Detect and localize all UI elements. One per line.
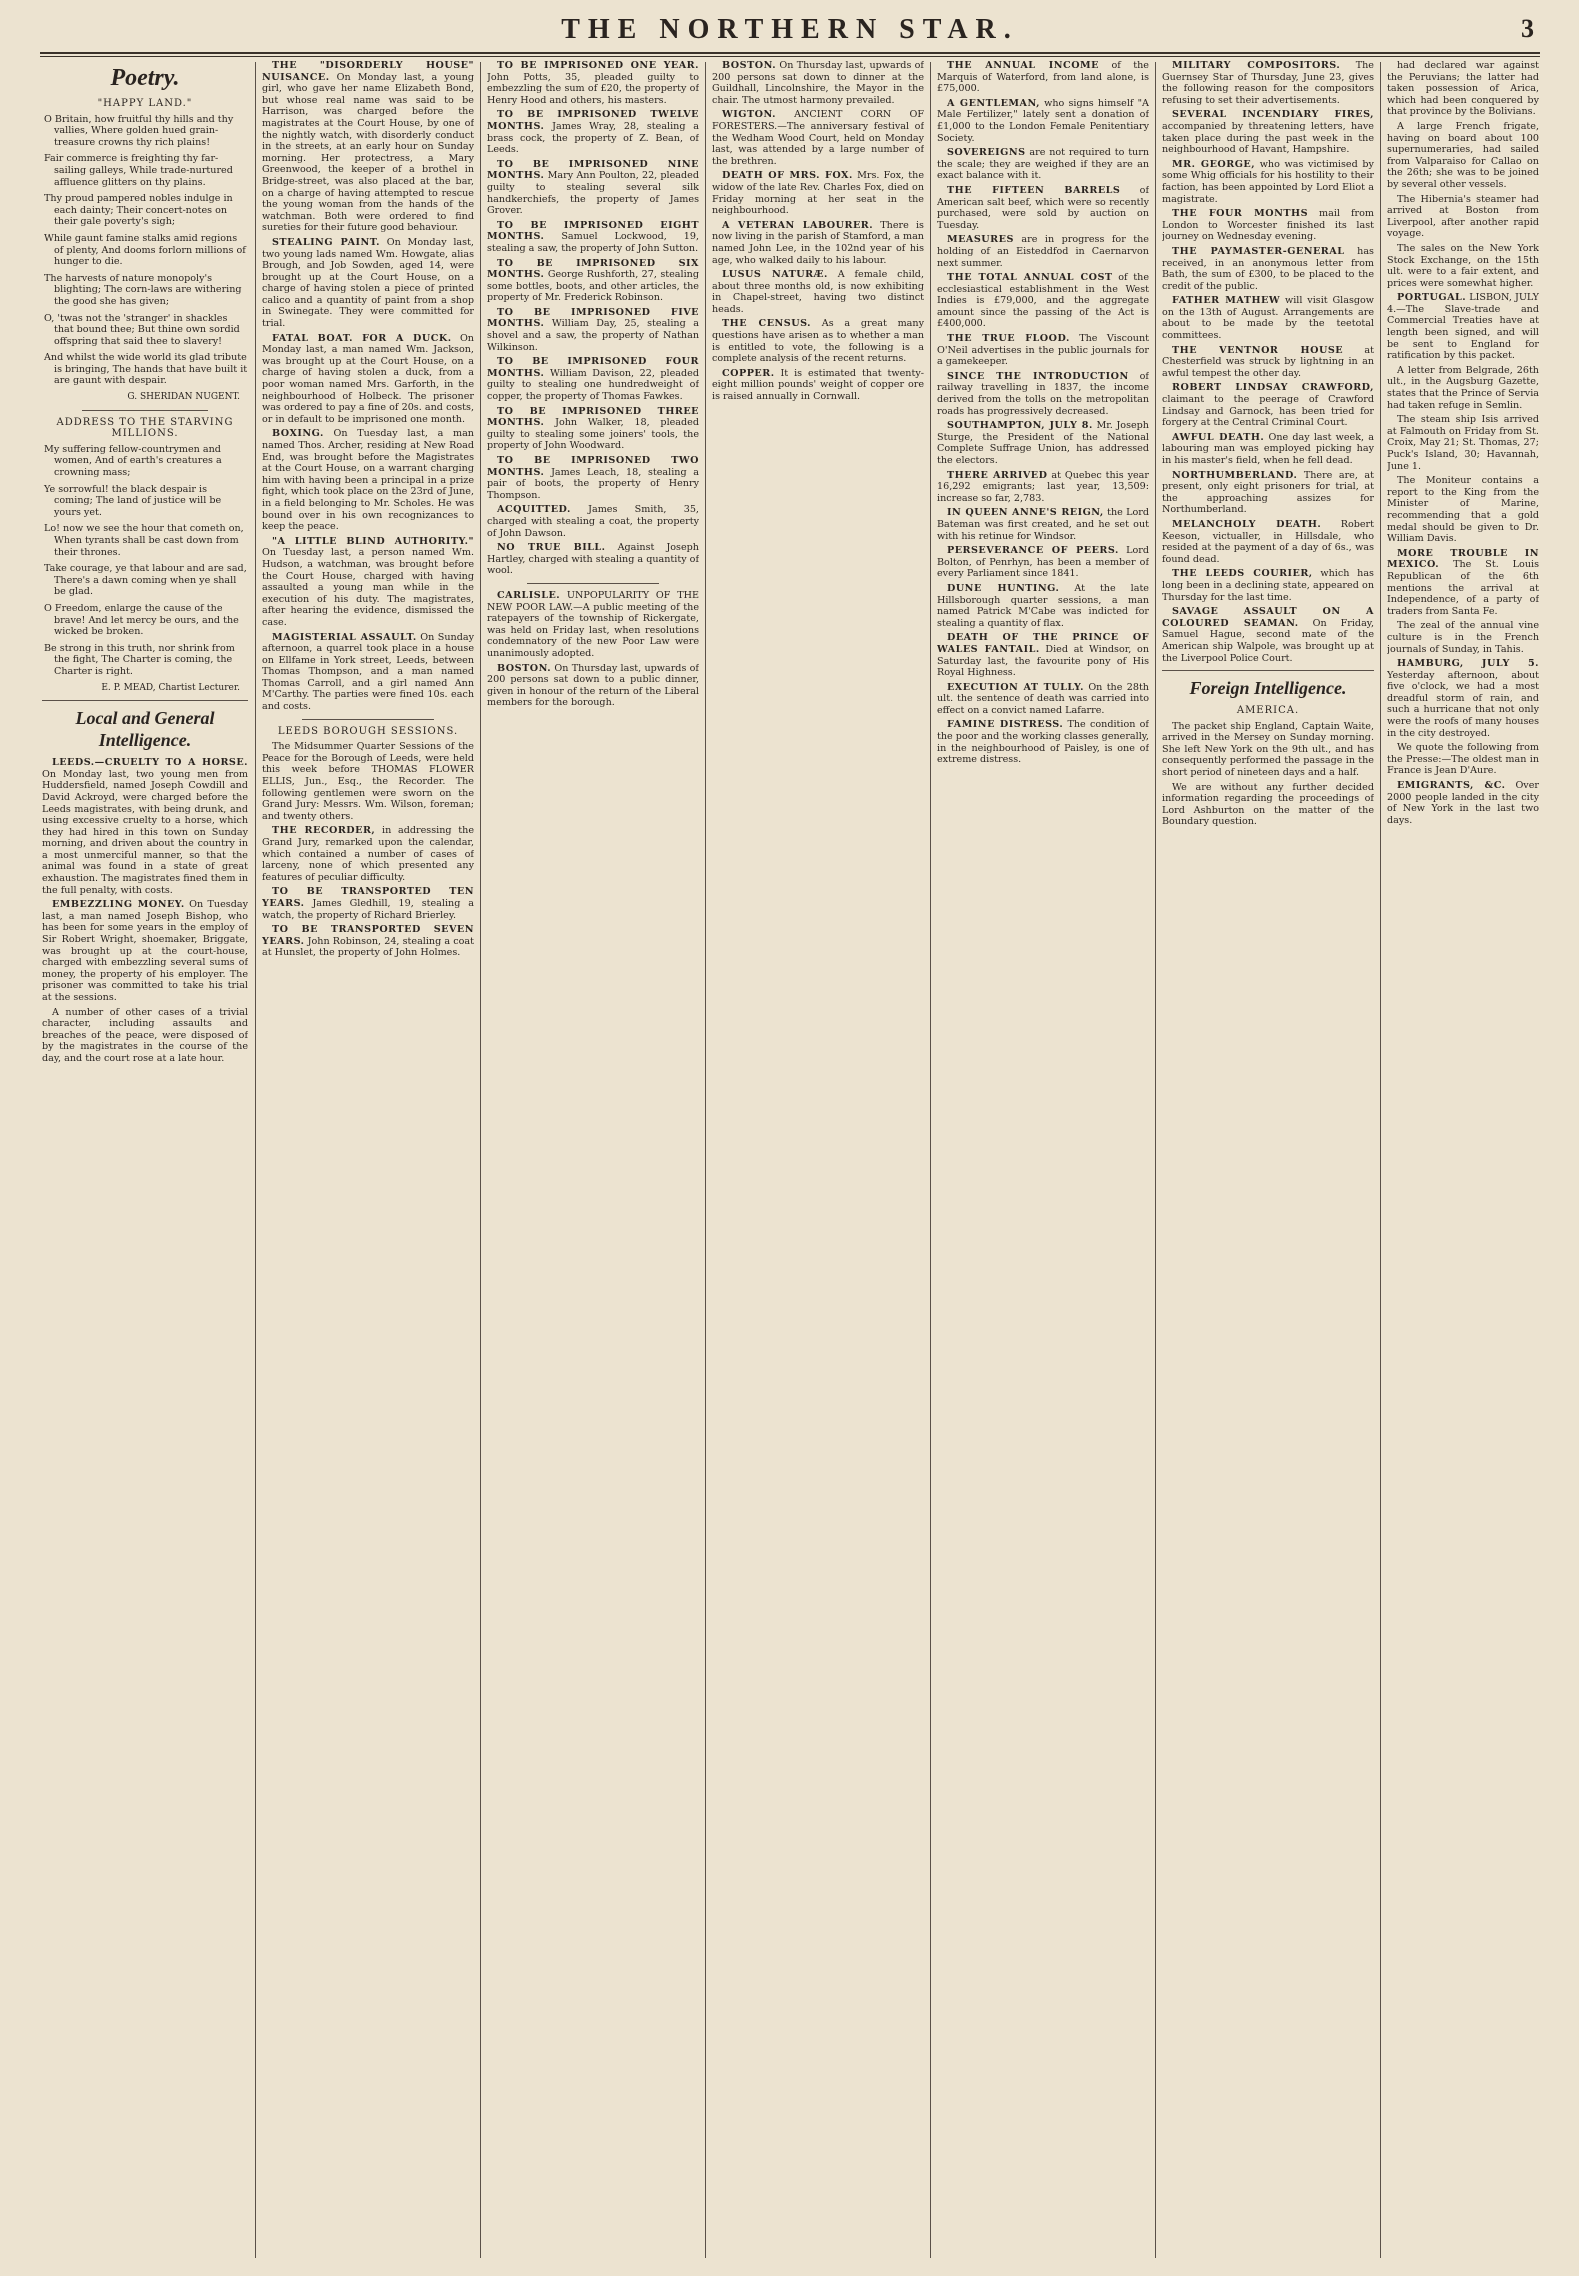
- article: [1162, 606, 1374, 664]
- article-text: Over 2000 people landed in the city of New York in the last two days.: [1387, 780, 1539, 826]
- article-text: On Thursday last, upwards of 200 persons sat down to a public dinner, given in honour of the return of the Liberal members for the borough.: [487, 662, 699, 709]
- article-text: A female child, about three months old, is now exhibiting in Chapel-street, having two distinct heads.: [712, 269, 924, 315]
- article-text: The Hibernia's steamer had arrived at Boston from Liverpool, after another rapid voyage.: [1387, 193, 1539, 240]
- article-lead: SOVEREIGNS: [947, 147, 1026, 159]
- article-text: One day last week, a labouring man was employed picking hay in his master's field, when he fell dead.: [1162, 431, 1374, 466]
- article-text: will visit Glasgow on the 13th of August. Arrangements are about to be made by the teetotal committees.: [1162, 295, 1374, 342]
- article-lead: TO BE IMPRISONED ONE YEAR.: [497, 60, 699, 71]
- local-heading: Local and General Intelligence.: [75, 708, 215, 751]
- article-text: On Thursday last, upwards of 200 persons sat down to dinner at the Guildhall, Lincolnshire, the Mayor in the chair. The utmost harmony prevailed.: [712, 60, 924, 106]
- foreign-subheading: AMERICA.: [1236, 705, 1300, 717]
- article-text: On the 28th ult. the sentence of death was carried into effect on a convict named Lafarre.: [937, 681, 1149, 716]
- article: [262, 825, 474, 883]
- article-text: As a great many questions have arisen as to whether a man is entitled to vote, the following is a complete analysis of the recent returns.: [712, 318, 924, 365]
- article-lead: SINCE THE INTRODUCTION: [947, 370, 1129, 382]
- article-lead: IN QUEEN ANNE'S REIGN,: [947, 507, 1104, 519]
- article: [487, 455, 699, 501]
- article-lead: THE VENTNOR HOUSE: [1172, 344, 1344, 356]
- article-lead: MR. GEORGE,: [1172, 158, 1256, 170]
- article: [1387, 414, 1539, 472]
- column-7: [1387, 60, 1539, 2260]
- article: [262, 60, 474, 234]
- poem-stanza: Fair commerce is freighting thy far-sailing galleys, While trade-nurtured affluence glitters on thy plains.: [44, 153, 233, 188]
- column-rule: [480, 62, 481, 2258]
- article: [262, 741, 474, 822]
- article: [487, 590, 699, 660]
- article-text: On Monday last, two young lads named Wm. Howgate, alias Brough, and Job Sowden, aged 14, were brought up at the Court House, on a charge of having stolen a piece of printed calico and a quantity of paint from a shop in Swinegate. They were committed for trial.: [262, 236, 474, 330]
- poem-stanza: Take courage, ye that labour and are sad, There's a dawn coming when ye shall be glad.: [44, 563, 247, 598]
- article-text: UNPOPULARITY OF THE NEW POOR LAW.—A public meeting of the ratepayers of the township of Rickergate, was held on Friday last, when resolutions condemnatory of the new Poor Law were unanimously adopted.: [487, 589, 699, 659]
- article-text: A letter from Belgrade, 26th ult., in the Augsburg Gazette, states that the Prince of Servia had taken refuge in Semlin.: [1387, 364, 1539, 411]
- article-lead: THE PAYMASTER-GENERAL: [1172, 245, 1345, 257]
- article-text: The sales on the New York Stock Exchange, on the 15th ult. were to a fair extent, and prices were somewhat higher.: [1387, 242, 1539, 289]
- column-4: [712, 60, 924, 2260]
- article: [1162, 721, 1374, 779]
- article: [262, 333, 474, 426]
- article-lead: BOXING.: [272, 428, 324, 440]
- article-text: John Potts, 35, pleaded guilty to embezzling the sum of £20, the property of Henry Hood and others, his masters.: [487, 71, 699, 106]
- article: [1387, 365, 1539, 411]
- article-text: of the ecclesiastical establishment in the West Indies is £79,000, and the aggregate amount since the passing of the Act is £400,000.: [937, 272, 1149, 330]
- article-text: On Tuesday last, a person named Wm. Hudson, a watchman, was brought before the Court House, charged with having assaulted a young man while in the execution of his duty. The magistrates, after hearing the evidence, dismissed the case.: [262, 547, 474, 628]
- article-lead: THE CENSUS.: [722, 318, 811, 330]
- sessions-heading: LEEDS BOROUGH SESSIONS.: [277, 725, 459, 737]
- article-text: A large French frigate, having on board about 100 supernumeraries, had sailed from Valparaiso for Callao on the 26th; she was to be joined by several other vessels.: [1387, 120, 1539, 190]
- article: [262, 924, 474, 959]
- article: [1387, 475, 1539, 545]
- poem-stanza: Lo! now we see the hour that cometh on, When tyrants shall be cast down from their thrones.: [44, 523, 244, 558]
- article-text: of the Marquis of Waterford, from land alone, is £75,000.: [937, 60, 1149, 95]
- article-text: On Monday last, a young girl, who gave her name Elizabeth Bond, but whose real name was said to be Harrison, was charged before the magistrates at the Court House, by one of the nightly watch, with disorderly conduct in the streets, at an early hour on Sunday morning. Her protectress, a Mary Greenwood, the keeper of a brothel in Bridge-street, was also placed at the bar, on a charge of having attempted to rescue the young woman from the hands of the watchman. Both were ordered to find sureties for their future good behaviour.: [262, 71, 474, 234]
- article: [487, 109, 699, 155]
- article-text: had declared war against the Peruvians; the latter had taken possession of Arica, which had been conquered by that province by the Bolivians.: [1387, 60, 1539, 118]
- article: [487, 60, 699, 106]
- article: [1387, 548, 1539, 618]
- article: [1162, 519, 1374, 565]
- column-3: [487, 60, 699, 2260]
- article: [42, 899, 248, 1003]
- article: [262, 237, 474, 330]
- article-lead: PERSEVERANCE OF PEERS.: [947, 545, 1119, 557]
- article-lead: FAMINE DISTRESS.: [947, 719, 1064, 731]
- article-text: who signs himself "A Male Fertilizer," lately sent a donation of £1,000 to the London Female Penitentiary Society.: [937, 97, 1149, 144]
- article-text: We quote the following from the Presse:—The oldest man in France is Jean D'Aure.: [1387, 742, 1539, 777]
- article: [487, 159, 699, 217]
- article-lead: TO BE IMPRISONED NINE MONTHS.: [487, 158, 699, 182]
- article: [487, 258, 699, 304]
- article: [937, 420, 1149, 466]
- article: [1162, 295, 1374, 341]
- article-lead: ACQUITTED.: [497, 504, 571, 516]
- article-lead: "A LITTLE BLIND AUTHORITY.": [272, 535, 474, 547]
- article-lead: A VETERAN LABOURER.: [722, 219, 874, 231]
- article-text: It is estimated that twenty-eight million pounds' weight of copper ore is raised annually in Cornwall.: [712, 367, 924, 403]
- article: [1162, 382, 1374, 428]
- article: [42, 757, 248, 896]
- article-text: On Monday last, two young men from Huddersfield, named Joseph Cowdill and David Ackroyd, were charged before the Leeds magistrates, with being drunk, and using excessive cruelty to a horse, which they had hired in this town on Sunday morning, and driven about the country in a most unmerciful manner, so that the animal was found in a state of great exhaustion. The magistrates fined them in the full penalty, with costs.: [42, 768, 248, 896]
- article-lead: NO TRUE BILL.: [497, 542, 606, 554]
- article: [1162, 246, 1374, 292]
- article: [937, 147, 1149, 182]
- article-lead: COPPER.: [722, 367, 775, 379]
- article-text: mail from London to Worcester finished its last journey on Wednesday evening.: [1162, 208, 1374, 243]
- page-number: 3: [1521, 14, 1534, 43]
- article: [712, 60, 924, 106]
- article-lead: TO BE IMPRISONED FOUR MONTHS.: [487, 356, 699, 379]
- article-lead: ROBERT LINDSAY CRAWFORD,: [1172, 382, 1374, 394]
- article-lead: HAMBURG, JULY 5.: [1397, 658, 1539, 670]
- article-lead: NORTHUMBERLAND.: [1172, 469, 1298, 481]
- column-2: [262, 60, 474, 2260]
- article: [937, 272, 1149, 330]
- poem-stanza: And whilst the wide world its glad tribute is bringing, The hands that have built it are gaunt with despair.: [44, 352, 248, 387]
- article-text: Lord Bolton, of Penrhyn, has been a member of every Parliament since 1841.: [937, 545, 1149, 580]
- article-lead: LEEDS.—CRUELTY TO A HORSE.: [52, 757, 248, 769]
- article: [487, 542, 699, 577]
- article: [712, 109, 924, 167]
- article: [1162, 782, 1374, 828]
- article: [1387, 620, 1539, 655]
- article-text: the Lord Bateman was first created, and he set out with his retinue for Windsor.: [937, 507, 1149, 542]
- article-text: The zeal of the annual vine culture is in the French journals of Sunday, in Tahis.: [1387, 620, 1539, 655]
- article-text: Against Joseph Hartley, charged with stealing a quantity of wool.: [487, 542, 699, 577]
- article-lead: THE RECORDER,: [272, 825, 376, 837]
- article-text: William Davison, 22, pleaded guilty to stealing one hundredweight of copper, the property of Thomas Fawkes.: [487, 367, 699, 403]
- article-text: of American salt beef, which were so recently purchased, were sold by auction on Tuesday.: [937, 184, 1149, 231]
- poem-title: "HAPPY LAND.": [97, 98, 193, 109]
- article-lead: SOUTHAMPTON, JULY 8.: [947, 420, 1093, 432]
- article: [937, 682, 1149, 717]
- article-text: The Guernsey Star of Thursday, June 23, gives the following reason for the compositors refusing to set their advertisements.: [1162, 60, 1374, 106]
- article-lead: THE FIFTEEN BARRELS: [947, 184, 1121, 196]
- article: [1387, 121, 1539, 191]
- article-text: James Gledhill, 19, stealing a watch, the property of Richard Brierley.: [262, 897, 474, 921]
- article: [1162, 345, 1374, 380]
- article-text: The Midsummer Quarter Sessions of the Peace for the Borough of Leeds, were held this week before THOMAS FLOWER ELLIS, Jun., Esq., the Recorder. The following gentlemen were sworn on the Grand Jury: Messrs. Wm. Wilson, foreman; and twenty others.: [262, 741, 474, 822]
- article-text: LISBON, JULY 4.—The Slave-trade and Commercial Treaties have at length been signed, and will be sent to England for ratification by this packet.: [1387, 292, 1539, 362]
- article-text: Died at Windsor, on Saturday last, the favourite pony of His Royal Highness.: [937, 643, 1149, 679]
- poem-stanza: Ye sorrowful! the black despair is coming; The land of justice will be yours yet.: [44, 483, 222, 518]
- article-lead: MORE TROUBLE IN MEXICO.: [1387, 547, 1539, 571]
- article-text: has received, in an anonymous letter from Bath, the sum of £300, to be placed to the credit of the public.: [1162, 245, 1374, 292]
- article-text: ANCIENT CORN OF FORESTERS.—The anniversary festival of the Wedham Wood Court, held on Monday last, was attended by a large number of the brethren.: [712, 109, 924, 167]
- article-lead: THE ANNUAL INCOME: [947, 60, 1099, 71]
- article-lead: TO BE IMPRISONED TWELVE MONTHS.: [487, 109, 699, 132]
- article: [712, 220, 924, 266]
- column-rule: [930, 62, 931, 2258]
- column-5: [937, 60, 1149, 2260]
- article-text: James Smith, 35, charged with stealing a coat, the property of John Dawson.: [487, 504, 699, 539]
- article: [487, 307, 699, 353]
- article: [937, 98, 1149, 144]
- separator: [82, 410, 208, 411]
- article-lead: DEATH OF MRS. FOX.: [722, 170, 853, 182]
- article-text: which has long been in a declining state, appeared on Thursday for the last time.: [1162, 568, 1374, 603]
- article-lead: MELANCHOLY DEATH.: [1172, 518, 1322, 530]
- article: [1387, 243, 1539, 289]
- article-text: On Sunday afternoon, a quarrel took place in a house on Ellfame in York street, Leeds, between Thomas Thompson, and a man named Thomas Carroll, and a girl named Ann M'Carthy. The parties were fined 10s. each and costs.: [262, 631, 474, 713]
- poem-stanza: The harvests of nature monopoly's blighting; The corn-laws are withering the good she has given;: [44, 272, 242, 307]
- article-lead: FATHER MATHEW: [1172, 295, 1281, 307]
- poem-stanza: O Britain, how fruitful thy hills and thy vallies, Where golden hued grain-treasure crowns thy rich plains!: [44, 113, 234, 148]
- article-text: Mrs. Fox, the widow of the late Rev. Charles Fox, died on Friday morning at her seat in the neighbourhood.: [712, 170, 924, 217]
- article: [487, 663, 699, 709]
- article: [937, 371, 1149, 417]
- article-lead: BOSTON.: [722, 60, 777, 71]
- article-lead: THE LEEDS COURIER,: [1172, 568, 1313, 580]
- article-text: The packet ship England, Captain Waite, arrived in the Mersey on Sunday morning. She left New York on the 9th ult., and has consequently performed the passage in the short period of nineteen days and a half.: [1162, 720, 1374, 779]
- article-text: We are without any further decided information regarding the proceedings of Lord Ashburton on the matter of the Boundary question.: [1162, 781, 1374, 828]
- article: [712, 318, 924, 364]
- article-text: The Moniteur contains a report to the King from the Minister of Marine, recommending that a gold medal should be given to Dr. William Davis.: [1387, 475, 1539, 545]
- column-1: [42, 60, 248, 2260]
- article-lead: FATAL BOAT. FOR A DUCK.: [272, 332, 452, 344]
- article: [937, 470, 1149, 505]
- article-text: At the late Hillsborough quarter sessions, a man named Patrick M'Cabe was indicted for stealing a quantity of flax.: [937, 582, 1149, 629]
- article-text: in addressing the Grand Jury, remarked upon the calendar, which contained a number of cases of larceny, none of which presented any features of peculiar difficulty.: [262, 825, 474, 883]
- article: [487, 220, 699, 255]
- article-text: who was victimised by some Whig officials for his hostility to their faction, has been appointed by Lord Eliot a magistrate.: [1162, 158, 1374, 205]
- column-6: [1162, 60, 1374, 2260]
- article: [937, 719, 1149, 765]
- article: [712, 170, 924, 216]
- article-text: Yesterday afternoon, about five o'clock, we had a most dreadful storm of rain, and such a hurricane that not only were the roofs of many houses in the city destroyed.: [1387, 669, 1539, 739]
- article: [1162, 60, 1374, 106]
- poem-title: ADDRESS TO THE STARVING MILLIONS.: [56, 416, 234, 440]
- article: [1162, 159, 1374, 205]
- article: [262, 886, 474, 921]
- article-text: On Tuesday last, a man named Thos. Archer, residing at New Road End, was brought before the Magistrates at the Court House, on a warrant charging him with having been a principal in a prize fight, which took place on the 23rd of June, in a field belonging to Mr. Scholes. He was bound over in his own recognizances to keep the peace.: [262, 428, 474, 533]
- article-text: James Leach, 18, stealing a pair of boots, the property of Henry Thompson.: [487, 466, 699, 501]
- article-text: The condition of the poor and the working classes generally, in the neighbourhood of Paisley, is one of extreme distress.: [937, 719, 1149, 766]
- article: [487, 504, 699, 539]
- poem-stanza: O Freedom, enlarge the cause of the brave! And let mercy be ours, and the wicked be broken.: [44, 602, 239, 638]
- poem-byline: E. P. MEAD, Chartist Lecturer.: [101, 682, 240, 693]
- article-lead: DUNE HUNTING.: [947, 582, 1060, 594]
- article-text: The steam ship Isis arrived at Falmouth on Friday from St. Croix, May 21; St. Thomas, 27; Puck's Island, 30; Havannah, June 1.: [1387, 414, 1539, 472]
- article-lead: TO BE IMPRISONED THREE MONTHS.: [487, 405, 699, 429]
- article: [1387, 780, 1539, 826]
- article: [1162, 568, 1374, 603]
- article-lead: CARLISLE.: [497, 589, 561, 601]
- article-text: are in progress for the holding of an Eisteddfod in Caernarvon next summer.: [937, 234, 1149, 269]
- column-rule: [1380, 62, 1381, 2258]
- separator: [42, 700, 248, 701]
- article: [262, 632, 474, 713]
- article-lead: THE TOTAL ANNUAL COST: [947, 272, 1113, 284]
- article-text: are not required to turn the scale; they are weighed if they are an exact balance with it.: [937, 147, 1149, 182]
- article: [937, 185, 1149, 231]
- separator: [527, 583, 659, 584]
- article-lead: TO BE IMPRISONED TWO MONTHS.: [487, 455, 699, 478]
- column-rule: [255, 62, 256, 2258]
- article-text: accompanied by threatening letters, have taken place during the past week in the neighbourhood of Havant, Hampshire.: [1162, 120, 1374, 156]
- poem-stanza: Thy proud pampered nobles indulge in each dainty; Their concert-notes on their gale poverty's sigh;: [44, 193, 233, 228]
- article: [712, 368, 924, 403]
- article: [262, 428, 474, 532]
- article-lead: MEASURES: [947, 234, 1014, 246]
- article: [712, 269, 924, 315]
- poem-stanza: Be strong in this truth, nor shrink from the fight, The Charter is coming, the Charter is right.: [44, 642, 235, 677]
- article-text: On Tuesday last, a man named Joseph Bishop, who has been for some years in the employ of Sir Robert Wright, shoemaker, Briggate, was brought up at the court-house, charged with embezzling several sums of money, the property of his employer. The prisoner was committed to take his trial at the sessions.: [42, 899, 248, 1003]
- article: [1387, 194, 1539, 240]
- article-text: claimant to the peerage of Crawford Lindsay and Garnock, has been tried for forgery at the Central Criminal Court.: [1162, 394, 1374, 429]
- article: [937, 234, 1149, 269]
- article-text: A number of other cases of a trivial character, including assaults and breaches of the peace, were disposed of by the magistrates in the course of the day, and the court rose at a late hour.: [42, 1006, 248, 1064]
- article-lead: DEATH OF THE PRINCE OF WALES FANTAIL.: [937, 632, 1149, 655]
- article: [1387, 60, 1539, 118]
- poem-stanza: While gaunt famine stalks amid regions of plenty, And dooms forlorn millions of hunger to die.: [44, 232, 246, 268]
- poetry-heading: Poetry.: [110, 65, 180, 91]
- article-lead: TO BE IMPRISONED SIX MONTHS.: [487, 257, 699, 281]
- article-lead: SEVERAL INCENDIARY FIRES,: [1172, 109, 1374, 121]
- separator: [302, 719, 434, 720]
- article-text: Robert Keeson, victualler, in Hillsdale, who resided at the payment of a day of 6s., was found dead.: [1162, 518, 1374, 565]
- article: [1162, 109, 1374, 155]
- article-lead: MAGISTERIAL ASSAULT.: [272, 631, 417, 643]
- article: [1387, 292, 1539, 362]
- article-text: of railway travelling in 1837, the income derived from the tolls on the metropolitan roads has progressively decreased.: [937, 370, 1149, 417]
- article-lead: STEALING PAINT.: [272, 236, 381, 248]
- article-lead: TO BE TRANSPORTED TEN YEARS.: [262, 886, 474, 909]
- article: [1162, 432, 1374, 467]
- article: [937, 333, 1149, 368]
- article-lead: THE TRUE FLOOD.: [947, 333, 1070, 345]
- article-text: Mary Ann Poulton, 22, pleaded guilty to stealing several silk handkerchiefs, the property of James Grover.: [487, 170, 699, 217]
- column-rule: [1155, 62, 1156, 2258]
- article: [937, 583, 1149, 629]
- article: [1162, 470, 1374, 516]
- article-text: George Rushforth, 27, stealing some bottles, boots, and other articles, the property of Mr. Frederick Robinson.: [487, 269, 699, 304]
- article-lead: AWFUL DEATH.: [1172, 431, 1265, 443]
- article-lead: PORTUGAL.: [1397, 292, 1467, 304]
- article-text: The St. Louis Republican of the 6th mentions the arrival at Independence, of a party of traders from Santa Fe.: [1387, 559, 1539, 617]
- article-lead: THERE ARRIVED: [947, 469, 1048, 481]
- article-lead: MILITARY COMPOSITORS.: [1172, 60, 1341, 71]
- column-rule: [705, 62, 706, 2258]
- article-text: John Robinson, 24, stealing a coat at Hunslet, the property of John Holmes.: [262, 935, 474, 959]
- poem-stanza: My suffering fellow-countrymen and women, And of earth's creatures a crowning mass;: [44, 443, 222, 479]
- article-text: at Chesterfield was struck by lightning in an awful tempest the other day.: [1162, 344, 1374, 379]
- article-text: John Walker, 18, pleaded guilty to stealing some joiners' tools, the property of John Woodward.: [487, 417, 699, 452]
- article-lead: EMIGRANTS, &C.: [1397, 780, 1506, 792]
- article-text: William Day, 25, stealing a shovel and a saw, the property of Nathan Wilkinson.: [487, 318, 699, 353]
- article: [937, 507, 1149, 542]
- article-lead: EMBEZZLING MONEY.: [52, 899, 185, 911]
- poem-2: [42, 444, 248, 678]
- article-lead: EXECUTION AT TULLY.: [947, 681, 1084, 693]
- article-text: Samuel Lockwood, 19, stealing a saw, the property of John Sutton.: [487, 231, 699, 254]
- article-text: The Viscount O'Neil advertises in the public journals for a gamekeeper.: [937, 333, 1149, 368]
- separator: [1162, 670, 1374, 671]
- article: [1387, 658, 1539, 739]
- article: [937, 545, 1149, 580]
- foreign-heading: Foreign Intelligence.: [1189, 678, 1347, 699]
- article-lead: THE FOUR MONTHS: [1172, 208, 1308, 220]
- article: [937, 632, 1149, 678]
- article: [487, 406, 699, 452]
- article-lead: THE "DISORDERLY HOUSE" NUISANCE.: [262, 60, 474, 83]
- masthead-rule: [40, 56, 1540, 57]
- poem-1: [42, 114, 248, 387]
- article: [1387, 742, 1539, 777]
- article-lead: TO BE IMPRISONED FIVE MONTHS.: [487, 306, 699, 330]
- article: [42, 1007, 248, 1065]
- article-text: There are, at present, only eight prisoners for trial, at the approaching assizes for Northumberland.: [1162, 469, 1374, 516]
- article-text: There is now living in the parish of Stamford, a man named John Lee, in the 102nd year of his age, who walked daily to his labour.: [712, 219, 924, 266]
- article-lead: LUSUS NATURÆ.: [722, 269, 828, 281]
- article: [937, 60, 1149, 95]
- article: [487, 356, 699, 402]
- poem-stanza: O, 'twas not the 'stranger' in shackles that bound thee; But thine own sordid offspring that said thee to slavery!: [44, 312, 240, 347]
- article-lead: BOSTON.: [497, 662, 552, 674]
- article: [262, 536, 474, 629]
- article-text: at Quebec this year 16,292 emigrants; last year, 13,509: increase so far, 2,783.: [937, 469, 1149, 504]
- article-lead: TO BE IMPRISONED EIGHT MONTHS.: [487, 219, 699, 243]
- poem-byline: G. SHERIDAN NUGENT.: [127, 392, 240, 403]
- article-lead: TO BE TRANSPORTED SEVEN YEARS.: [262, 924, 474, 947]
- article-lead: A GENTLEMAN,: [947, 97, 1040, 109]
- article-text: On Friday, Samuel Hague, second mate of the American ship Walpole, was brought up at the Liverpool Police Court.: [1162, 617, 1374, 664]
- article-text: James Wray, 28, stealing a brass cock, the property of Z. Bean, of Leeds.: [487, 120, 699, 156]
- masthead-title: THE NORTHERN STAR.: [561, 14, 1019, 45]
- article-lead: SAVAGE ASSAULT ON A COLOURED SEAMAN.: [1162, 606, 1374, 629]
- article-text: On Monday last, a man named Wm. Jackson, was brought up at the Court House, on a charge of having stolen a duck, from a poor woman named Mrs. Garforth, in the neighbourhood of Holbeck. The prisoner was ordered to pay a fine of 20s. and costs, or in default to be imprisoned one month.: [262, 332, 474, 425]
- masthead: [40, 10, 1540, 54]
- article: [1162, 208, 1374, 243]
- article-text: Mr. Joseph Sturge, the President of the National Complete Suffrage Union, has addressed the electors.: [937, 420, 1149, 466]
- article-lead: WIGTON.: [722, 109, 776, 121]
